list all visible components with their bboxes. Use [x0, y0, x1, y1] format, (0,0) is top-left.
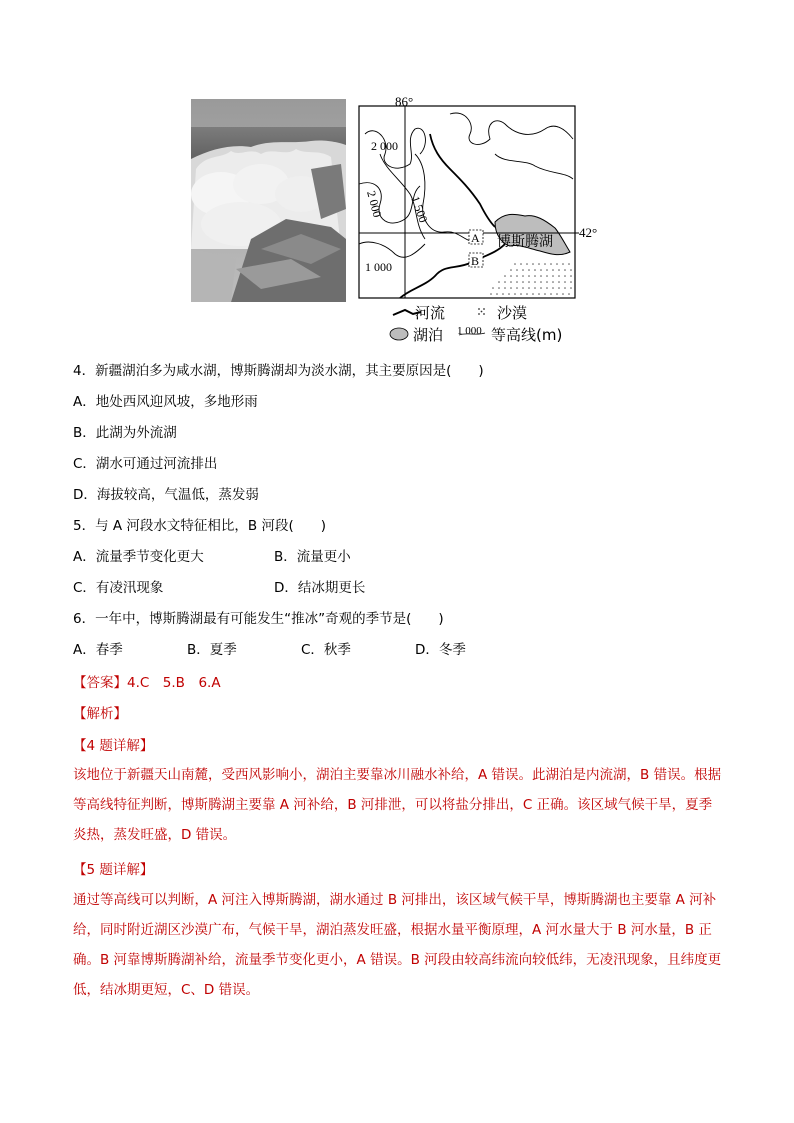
legend-desert-label: 沙漠 — [497, 304, 528, 322]
q5-option-b: B．流量更小 — [274, 549, 351, 565]
label-A: A — [471, 231, 480, 245]
q5-stem: 5．与 A 河段水文特征相比，B 河段( ) — [73, 518, 326, 534]
contour-1000-label: 1 000 — [365, 260, 392, 274]
detail-4-text: 该地位于新疆天山南麓，受西风影响小，湖泊主要靠冰川融水补给，A 错误。此湖泊是内流湖，B 错误。根据等高线特征判断，博斯腾湖主要靠 A 河补给，B 河排泄，可以将盐分排出，C 正确。该区域气候干旱，夏季炎热，蒸发旺盛，D 错误。 — [73, 767, 722, 843]
q6-stem: 6．一年中，博斯腾湖最有可能发生“推冰”奇观的季节是( ) — [73, 611, 444, 627]
detail-4-label: 【4 题详解】 — [73, 738, 154, 754]
q4-stem: 4．新疆湖泊多为咸水湖，博斯腾湖却为淡水湖，其主要原因是( ) — [73, 363, 484, 379]
q5-option-d: D．结冰期更长 — [274, 580, 366, 596]
answer-value: 4.C 5.B 6.A — [127, 675, 221, 691]
q4-option-d: D．海拔较高，气温低，蒸发弱 — [73, 487, 259, 503]
analysis-label: 【解析】 — [73, 706, 127, 722]
longitude-label: 86° — [395, 94, 414, 109]
lake-map — [355, 94, 610, 344]
contour-2000-label-side: 2 000 — [364, 189, 385, 219]
legend-contour-number: 1 000 — [457, 325, 482, 337]
legend-contour-label: 等高线(m) — [491, 326, 563, 344]
lake-name-label: 博斯腾湖 — [497, 234, 553, 250]
detail-5-text: 通过等高线可以判断，A 河注入博斯腾湖，湖水通过 B 河排出，该区域气候干旱，博斯腾湖也主要靠 A 河补给，同时附近湖区沙漠广布，气候干旱，湖泊蒸发旺盛，根据水量平衡原理，A 河水量大于 B 河水量，B 正确。B 河靠博斯腾湖补给，流量季节变化更小，A 错误。B 河段由较高纬流向较低纬，无凌汛现象，且纬度更低，结冰期更短，C、D 错误。 — [73, 892, 722, 998]
answer-label: 【答案】 — [73, 675, 127, 691]
contour-1500-label: 1 500 — [408, 194, 431, 225]
answer-line — [73, 674, 221, 692]
q4-option-a: A．地处西风迎风坡，多地形雨 — [73, 394, 258, 410]
legend-river-label: 河流 — [415, 304, 446, 322]
q4-option-c: C．湖水可通过河流排出 — [73, 456, 218, 472]
lake-legend-icon — [390, 328, 408, 340]
q4-option-b: B．此湖为外流湖 — [73, 425, 177, 441]
detail-5-label: 【5 题详解】 — [73, 862, 154, 878]
legend-lake-label: 湖泊 — [413, 326, 444, 344]
latitude-label: 42° — [579, 225, 598, 240]
q6-option-d: D．冬季 — [415, 642, 466, 658]
q6-option-a: A．春季 — [73, 642, 123, 658]
desert-legend-icon — [478, 308, 485, 315]
q5-option-a: A．流量季节变化更大 — [73, 549, 204, 565]
q5-option-c: C．有凌汛现象 — [73, 580, 164, 596]
q6-option-c: C．秋季 — [301, 642, 351, 658]
ice-push-photo — [191, 99, 346, 302]
q6-option-b: B．夏季 — [187, 642, 237, 658]
label-B: B — [471, 254, 480, 268]
contour-2000-label-top: 2 000 — [371, 139, 398, 153]
